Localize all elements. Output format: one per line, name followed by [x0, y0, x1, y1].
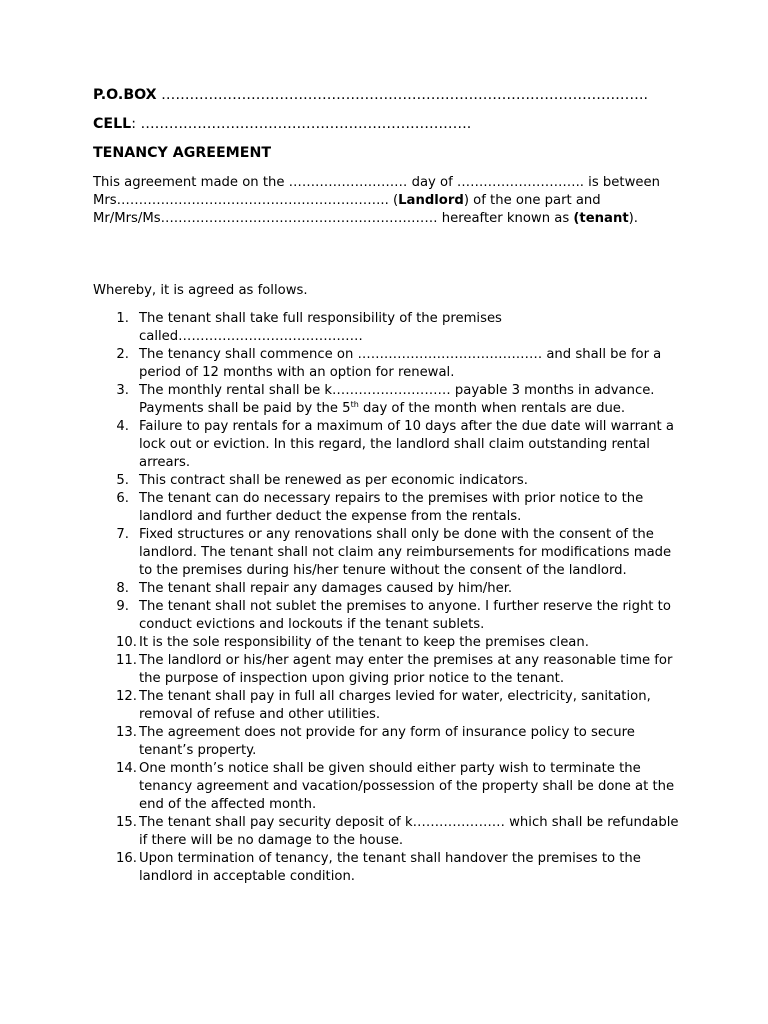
pobox-dots: …………………………………………………………………………………………. — [156, 87, 649, 103]
item-number: 12. — [116, 689, 137, 704]
item-text-part: day of the month when rentals are due. — [358, 401, 626, 416]
item-text — [139, 383, 655, 416]
item-text: The tenant shall not sublet the premises to anyone. I further reserve the right to conduct evictions and lockouts if the tenant sublets. — [139, 599, 671, 632]
intro-text-1: This agreement made on the ……………………… day of ……………………….. is between Mrs…………………………………………………….. ( — [93, 175, 660, 208]
item-number: 7. — [116, 527, 129, 542]
item-number: 13. — [116, 725, 137, 740]
list-item — [93, 418, 683, 472]
item-number: 15. — [116, 815, 137, 830]
intro-text-3: ). — [628, 211, 638, 226]
item-text: The tenant shall take full responsibility of the premises called…………………………………… — [139, 311, 502, 344]
item-number: 6. — [116, 491, 129, 506]
item-number: 4. — [116, 419, 129, 434]
list-item — [93, 346, 683, 382]
list-item — [93, 598, 683, 634]
item-text: The tenancy shall commence on …………………………………… and shall be for a period of 12 months with an option for renewal. — [139, 347, 662, 380]
list-item — [93, 814, 683, 850]
item-text: The tenant shall pay security deposit of k………………… which shall be refundable if there will be no damage to the house. — [139, 815, 679, 848]
item-text: The tenant shall repair any damages caused by him/her. — [139, 581, 513, 596]
cell-label: CELL — [93, 116, 132, 132]
tenant-term: (tenant — [573, 211, 629, 226]
item-text: The tenant shall pay in full all charges levied for water, electricity, sanitation, removal of refuse and other utilities. — [139, 689, 651, 722]
ordinal-suffix: th — [350, 400, 359, 409]
item-text: One month’s notice shall be given should either party wish to terminate the tenancy agreement and vacation/possession of the property shall be done at the end of the affected month. — [139, 761, 675, 812]
item-number: 8. — [116, 581, 129, 596]
item-number: 2. — [116, 347, 129, 362]
list-item — [93, 472, 683, 490]
landlord-term: Landlord — [398, 193, 464, 208]
item-number: 14. — [116, 761, 137, 776]
pobox-line — [93, 87, 648, 103]
terms-list — [93, 310, 683, 886]
list-item — [93, 490, 683, 526]
item-text: This contract shall be renewed as per economic indicators. — [139, 473, 528, 488]
item-number: 10. — [116, 635, 137, 650]
cell-line — [93, 116, 471, 132]
list-item — [93, 724, 683, 760]
item-text: Failure to pay rentals for a maximum of 10 days after the due date will warrant a lock out or eviction. In this regard, the landlord shall claim outstanding rental arrears. — [139, 419, 674, 470]
document-title: TENANCY AGREEMENT — [93, 145, 272, 161]
list-item — [93, 850, 683, 886]
intro-paragraph — [93, 174, 673, 228]
item-text: It is the sole responsibility of the tenant to keep the premises clean. — [139, 635, 589, 650]
list-item — [93, 652, 683, 688]
item-text: Fixed structures or any renovations shall only be done with the consent of the landlord. The tenant shall not claim any reimbursements for modifications made to the premises during his/her tenure without the consent of the landlord. — [139, 527, 672, 578]
item-text: The landlord or his/her agent may enter the premises at any reasonable time for the purpose of inspection upon giving prior notice to the tenant. — [139, 653, 673, 686]
intro-text-2: ) of the one part and Mr/Mrs/Ms……………………………………………………… hereafter known as — [93, 193, 601, 226]
item-text: The tenant can do necessary repairs to the premises with prior notice to the landlord and further deduct the expense from the rentals. — [139, 491, 644, 524]
item-number: 11. — [116, 653, 137, 668]
list-item — [93, 526, 683, 580]
item-text-part: The monthly rental shall be k……………………… payable 3 months in advance. Payments shall be paid by the 5 — [139, 383, 655, 416]
item-text: Upon termination of tenancy, the tenant shall handover the premises to the landlord in acceptable condition. — [139, 851, 641, 884]
item-number: 5. — [116, 473, 129, 488]
list-item — [93, 382, 683, 418]
list-item — [93, 760, 683, 814]
item-number: 9. — [116, 599, 129, 614]
list-item — [93, 634, 683, 652]
item-number: 16. — [116, 851, 137, 866]
list-item — [93, 310, 683, 346]
cell-dots: : ……………………………………………………………. — [131, 116, 472, 132]
list-item — [93, 580, 683, 598]
whereby-line: Whereby, it is agreed as follows. — [93, 283, 308, 298]
list-item — [93, 688, 683, 724]
item-number: 3. — [116, 383, 129, 398]
item-text: The agreement does not provide for any form of insurance policy to secure tenant’s property. — [139, 725, 635, 758]
item-number: 1. — [116, 311, 129, 326]
pobox-label: P.O.BOX — [93, 87, 157, 103]
